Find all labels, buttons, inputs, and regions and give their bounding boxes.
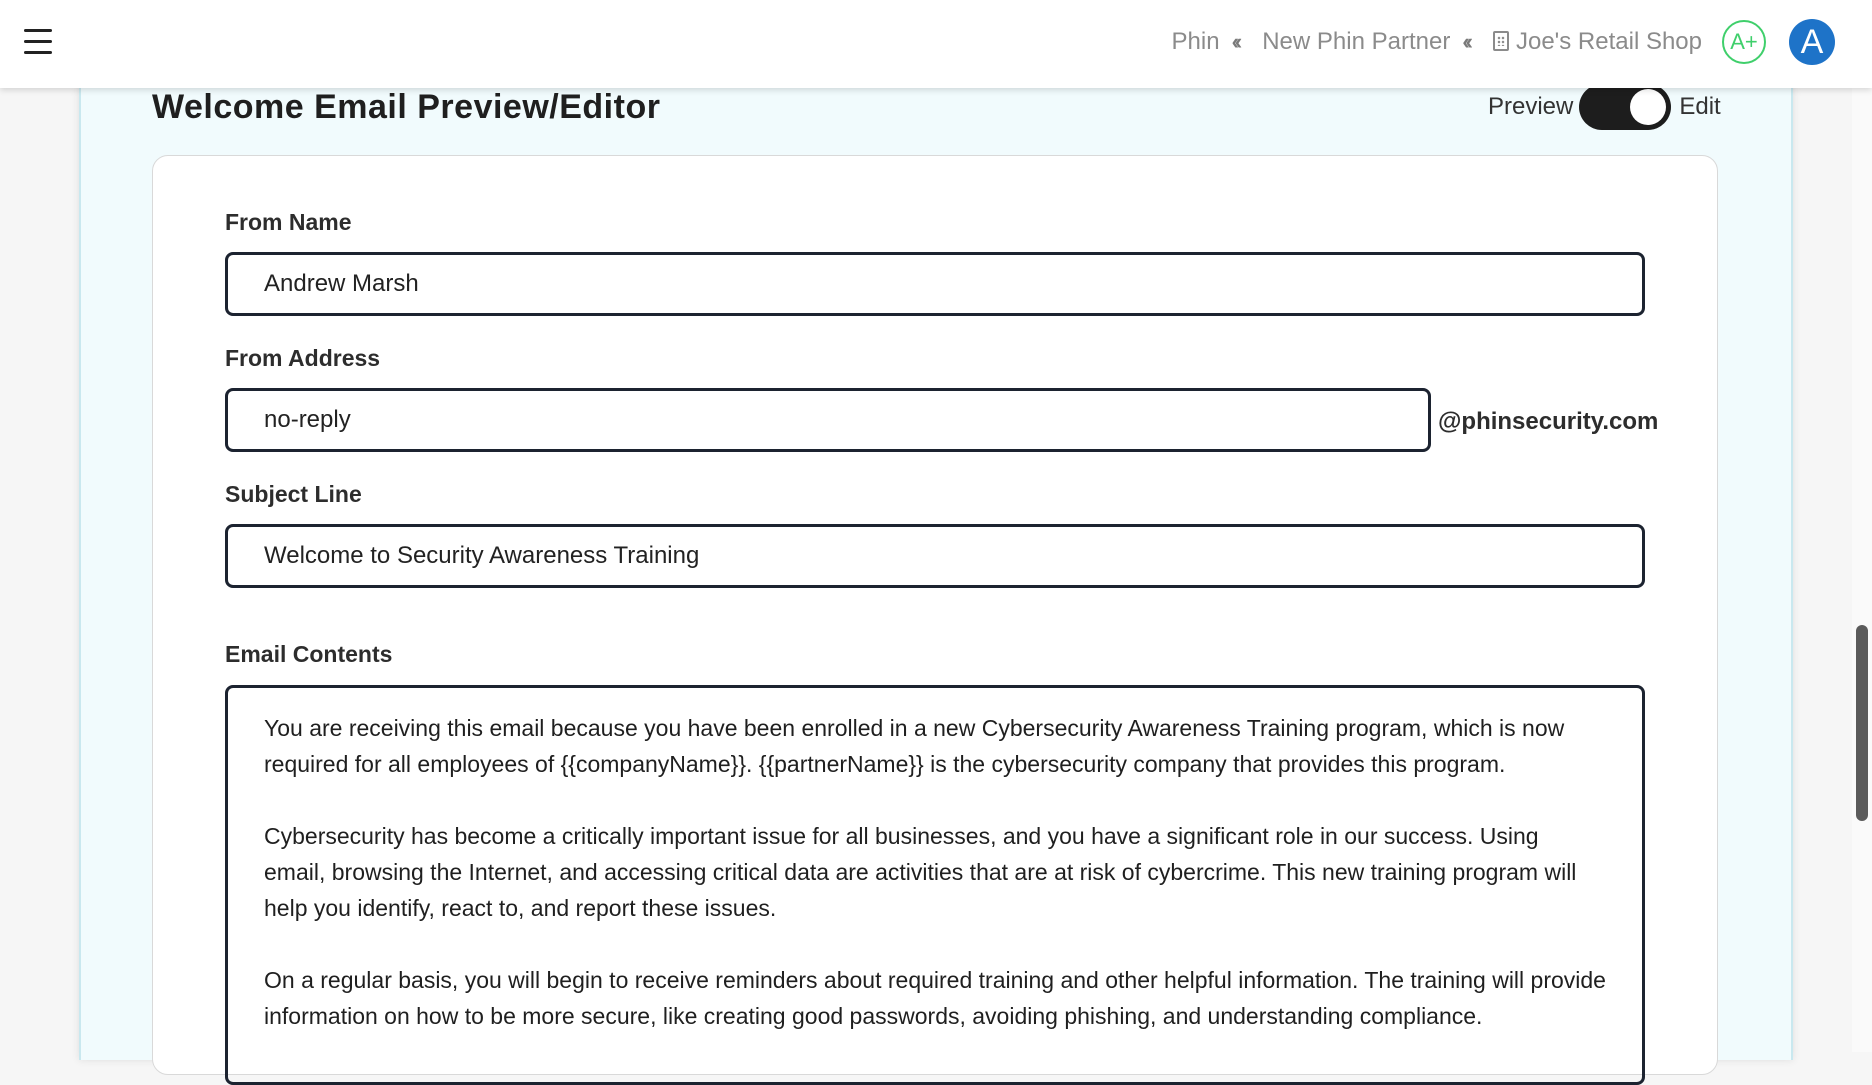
email-paragraph: Cybersecurity has become a critically important issue for all businesses, and you have a significant role in our success. Using email, browsing the Internet, and accessing critical data are activities that are at risk of cybercrime. This new training program will help you identify, react to, and report these issues. — [264, 823, 1577, 921]
from-name-input[interactable] — [225, 252, 1645, 316]
email-paragraph: You are receiving this email because you have been enrolled in a new Cybersecurity Awareness Training program, which is now required for all employees of {{companyName}}. {{partnerName}} is the cybersecurity company that provides this program. — [264, 715, 1565, 777]
hamburger-menu-icon[interactable] — [24, 29, 52, 55]
page-title: Welcome Email Preview/Editor — [152, 88, 661, 126]
preview-edit-toggle-group — [1488, 84, 1721, 130]
double-chevron-left-icon: ‹‹ — [1231, 29, 1239, 54]
preview-edit-toggle[interactable] — [1579, 84, 1671, 130]
from-address-domain: @phinsecurity.com — [1438, 408, 1659, 435]
breadcrumb — [1172, 0, 1702, 84]
scrollbar-track — [1852, 88, 1872, 1052]
toggle-knob — [1630, 89, 1666, 125]
breadcrumb-phin[interactable]: Phin — [1171, 28, 1220, 55]
email-contents-editor[interactable] — [225, 685, 1645, 1085]
double-chevron-left-icon: ‹‹ — [1462, 29, 1469, 54]
breadcrumb-company[interactable] — [1493, 28, 1702, 56]
toggle-preview-label[interactable]: Preview — [1488, 93, 1574, 120]
top-bar — [0, 0, 1872, 88]
building-icon — [1493, 31, 1509, 51]
scrollbar-thumb[interactable] — [1856, 625, 1868, 821]
from-address-input[interactable] — [225, 388, 1431, 452]
email-contents-label: Email Contents — [225, 641, 393, 667]
avatar[interactable]: A — [1789, 19, 1835, 65]
toggle-edit-label[interactable]: Edit — [1679, 93, 1721, 120]
breadcrumb-new-phin-partner[interactable]: New Phin Partner — [1262, 28, 1451, 55]
subject-line-label: Subject Line — [225, 481, 362, 507]
from-name-label: From Name — [225, 209, 352, 235]
breadcrumb-company-label: Joe's Retail Shop — [1515, 28, 1702, 55]
grade-badge[interactable]: A+ — [1722, 20, 1766, 64]
email-paragraph: On a regular basis, you will begin to receive reminders about required training and other helpful information. The training will provide information on how to be more secure, like creating good passwords, avoiding phishing, and understanding compliance. — [264, 967, 1606, 1029]
from-address-label: From Address — [225, 345, 381, 371]
subject-line-input[interactable] — [225, 524, 1645, 588]
